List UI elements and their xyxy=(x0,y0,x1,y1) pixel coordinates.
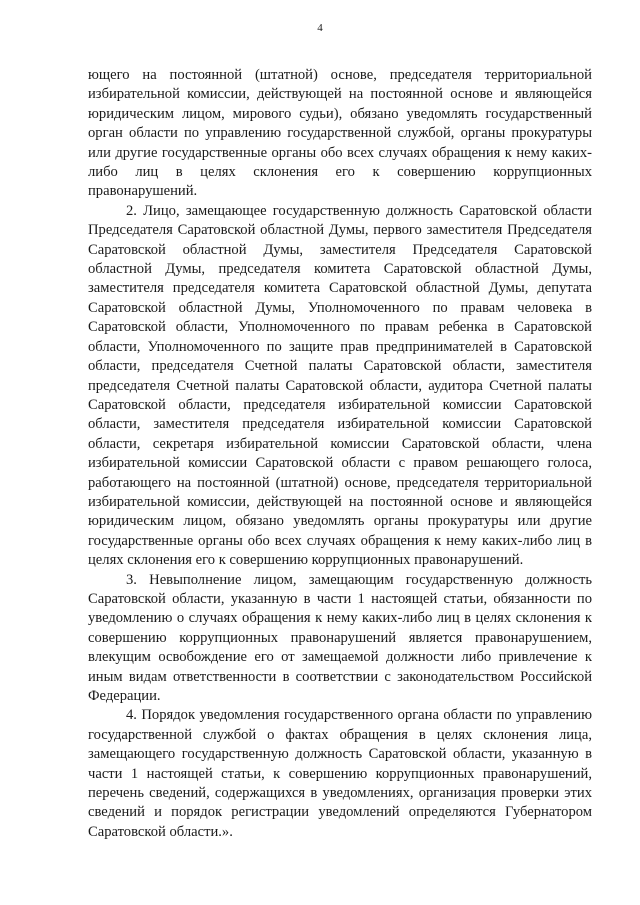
paragraph-3: 3. Невыполнение лицом, замещающим государственную должность Саратовской области, указанную в части 1 настоящей статьи, обязанности по уведомлению о случаях обращения к нему каких-либо лиц в целях склонения к совершению коррупционных правонарушений является правонарушением, влекущим освобождение его от замещаемой должности либо привлечение к иным видам ответственности в соответствии с законодательством Российской Федерации. xyxy=(88,571,592,704)
document-body xyxy=(88,66,592,842)
paragraph-continuation: ющего на постоянной (штатной) основе, председателя территориальной избирательной комиссии, действующей на постоянной основе и являющейся юридическим лицом, мирового судьи), обязано уведомлять государственный орган области по управлению государственной службой, органы прокуратуры или другие государственные органы обо всех случаях обращения к нему каких-либо лиц в целях склонения его к совершению коррупционных правонарушений. xyxy=(88,67,592,200)
paragraph-4: 4. Порядок уведомления государственного органа области по управлению государственной службой о фактах обращения в целях склонения лица, замещающего государственную должность Саратовской области, указанную в части 1 настоящей статьи, к совершению коррупционных правонарушений, перечень сведений, содержащихся в уведомлениях, организация проверки этих сведений и порядок регистрации уведомлений определяются Губернатором Саратовской области.». xyxy=(88,707,592,840)
page-number: 4 xyxy=(317,22,323,34)
paragraph-2: 2. Лицо, замещающее государственную должность Саратовской области Председателя Саратовской областной Думы, первого заместителя Председателя Саратовской областной Думы, заместителя Председателя Саратовской областной Думы, председателя комитета Саратовской областной Думы, заместителя председателя комитета Саратовской областной Думы, депутата Саратовской областной Думы, Уполномоченного по правам человека в Саратовской области, Уполномоченного по правам ребенка в Саратовской области, Уполномоченного по защите прав предпринимателей в Саратовской области, председателя Счетной палаты Саратовской области, заместителя председателя Счетной палаты Саратовской области, аудитора Счетной палаты Саратовской области, председателя избирательной комиссии Саратовской области, заместителя председателя избирательной комиссии Саратовской области, секретаря избирательной комиссии Саратовской области, члена избирательной комиссии Саратовской области с правом решающего голоса, работающего на постоянной (штатной) основе, председателя территориальной избирательной комиссии, действующей на постоянной основе и являющейся юридическим лицом, обязано уведомлять органы прокуратуры или другие государственные органы обо всех случаях обращения к нему каких-либо лиц в целях склонения его к совершению коррупционных правонарушений. xyxy=(88,202,592,569)
